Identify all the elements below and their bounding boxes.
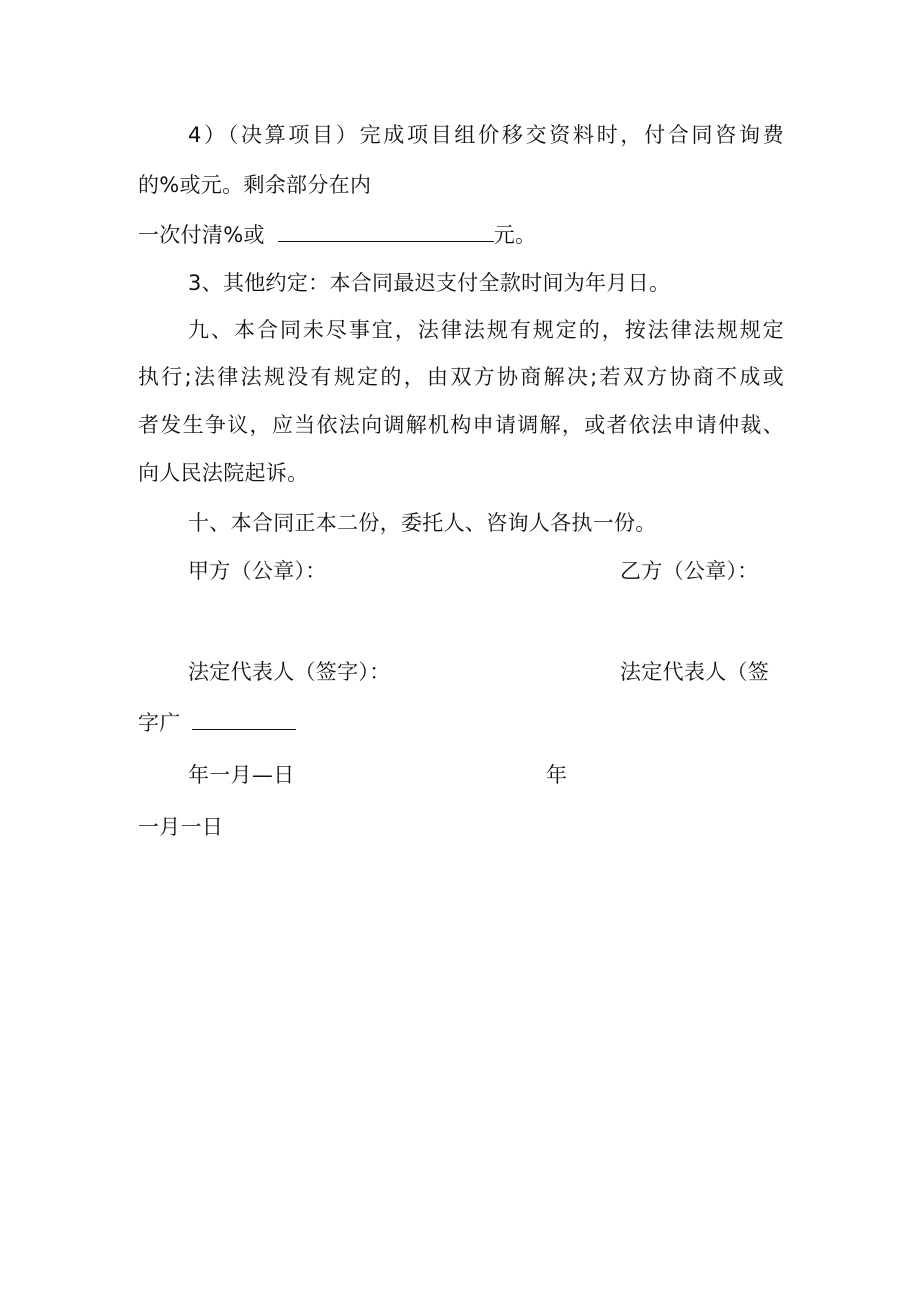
party-b-representative-continued [138,708,296,738]
paragraph-nine-line2: 执行;法律法规没有规定的，由双方协商解决;若双方协商不成或 [138,365,784,389]
paragraph-nine-line1: 九、本合同未尽事宜，法律法规有规定的，按法律法规规定 [188,318,784,342]
amount-blank [278,221,494,242]
party-a-seal-label: 甲方（公章）： [188,559,327,583]
paragraph-item4-line2: 的%或元。剩余部分在内 [138,173,372,197]
paragraph-other-terms: 3、其他约定：本合同最迟支付全款时间为年月日。 [188,271,671,295]
item4-line3-unit: 元。 [493,223,537,247]
paragraph-item4-line1: 4）（决算项目）完成项目组价移交资料时，付合同咨询费 [188,123,784,147]
party-a-representative-label: 法定代表人（签字）： [188,660,391,684]
party-a-date: 年一月—日 [188,763,295,787]
item4-line3-text: 一次付清%或 [138,223,265,247]
party-b-date-year: 年 [546,763,568,787]
party-b-seal-label: 乙方（公章）： [620,559,759,583]
party-b-date-rest: 一月一日 [138,815,224,839]
paragraph-ten: 十、本合同正本二份，委托人、咨询人各执一份。 [188,511,657,535]
party-b-representative-label: 法定代表人（签 [620,660,770,684]
signature-blank [192,709,296,730]
paragraph-item4-line3 [138,220,536,250]
paragraph-nine-line4: 向人民法院起诉。 [138,461,309,485]
paragraph-nine-line3: 者发生争议，应当依法向调解机构申请调解，或者依法申请仲裁、 [138,413,784,437]
representative-continued-text: 字广 [138,711,181,735]
